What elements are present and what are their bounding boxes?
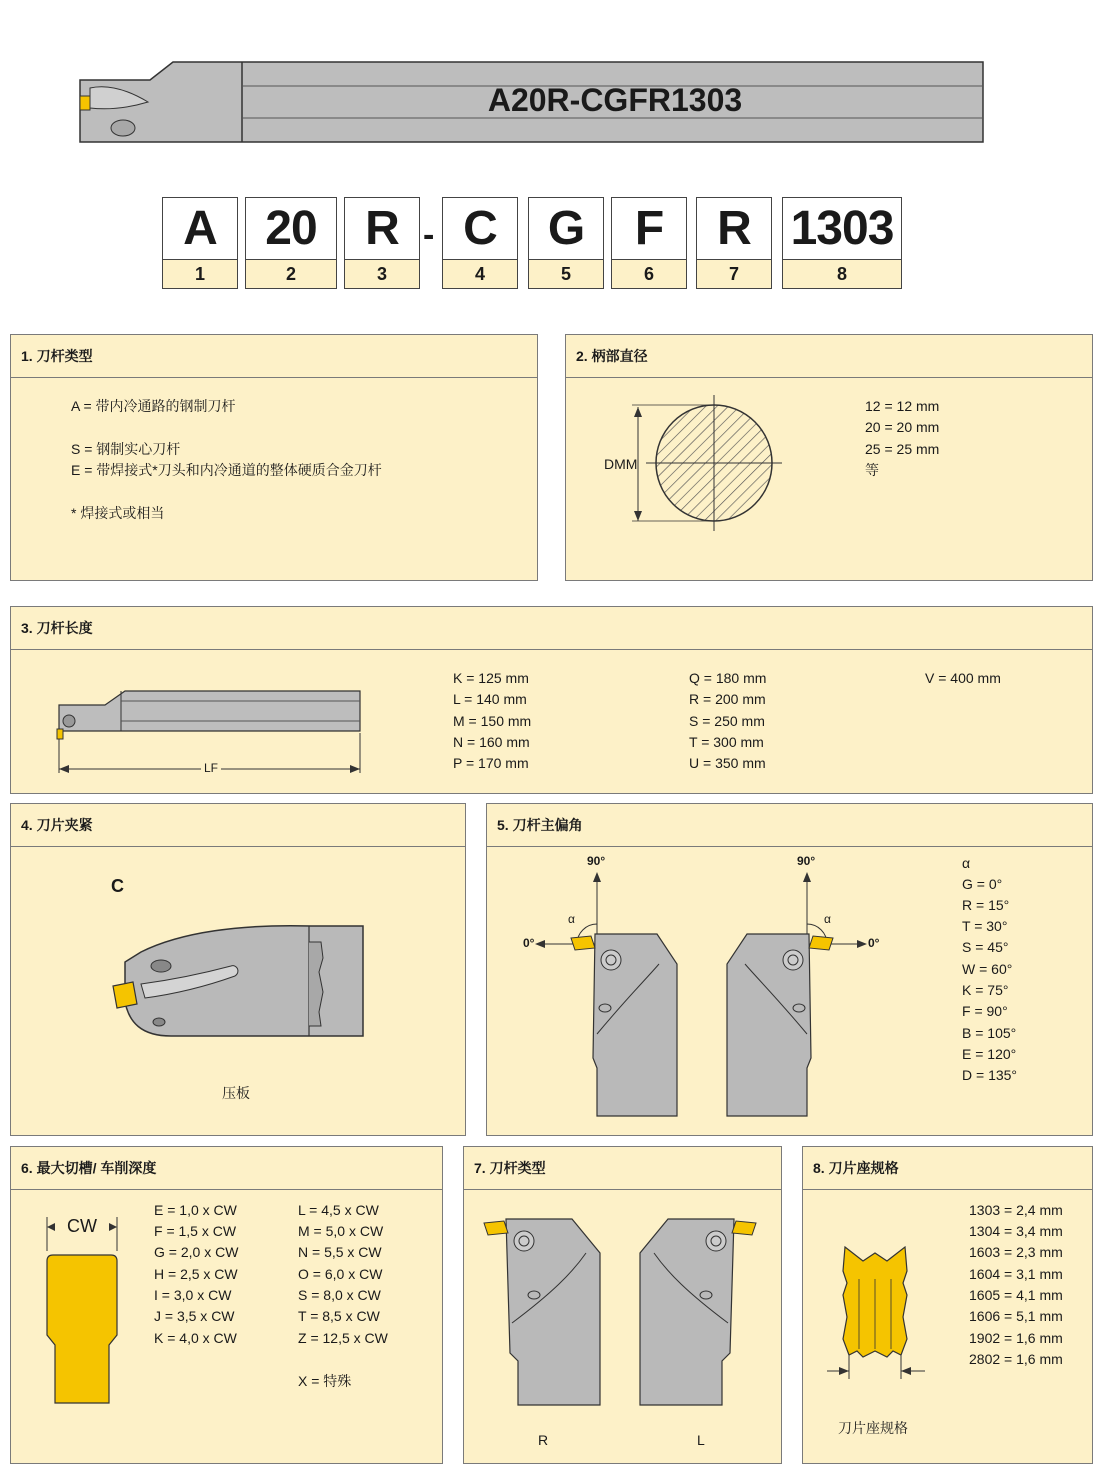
panel-title: 3. 刀杆长度 (11, 607, 1092, 650)
angle-line: R = 15° (962, 897, 1010, 913)
code-letter: A (163, 198, 237, 260)
seat-line: 1605 = 4,1 mm (969, 1287, 1063, 1303)
code-letter: G (529, 198, 603, 260)
code-letter: R (345, 198, 419, 260)
dmm-label: DMM (604, 456, 638, 472)
code-letter: R (697, 198, 771, 260)
depth-line: I = 3,0 x CW (154, 1287, 232, 1303)
depth-line: K = 4,0 x CW (154, 1330, 237, 1346)
length-line: M = 150 mm (453, 713, 532, 729)
depth-line: H = 2,5 x CW (154, 1266, 238, 1282)
length-line: T = 300 mm (689, 734, 764, 750)
angle-line: S = 45° (962, 939, 1009, 955)
depth-line: X = 特殊 (298, 1373, 352, 1389)
seat-line: 2802 = 1,6 mm (969, 1351, 1063, 1367)
length-line: R = 200 mm (689, 691, 766, 707)
code-box-4 (442, 197, 518, 289)
code-box-6 (611, 197, 687, 289)
code-number: 3 (345, 260, 419, 288)
angle-line: W = 60° (962, 961, 1013, 977)
boring-bar-code: A20R-CGFR1303 (487, 82, 743, 118)
panel-title: 6. 最大切槽/ 车削深度 (11, 1147, 442, 1190)
angle-line: T = 30° (962, 918, 1008, 934)
panel-title: 5. 刀杆主偏角 (487, 804, 1092, 847)
diameter-line: 25 = 25 mm (865, 441, 940, 457)
code-box-3 (344, 197, 420, 289)
holder-left-hand-drawing (717, 868, 917, 1118)
length-line: P = 170 mm (453, 755, 529, 771)
seat-line: 1304 = 3,4 mm (969, 1223, 1063, 1239)
panel-holder-hand (463, 1146, 782, 1464)
code-separator: - (423, 216, 435, 254)
cw-label: CW (67, 1216, 97, 1236)
seat-line: 1606 = 5,1 mm (969, 1308, 1063, 1324)
bar-type-line: E = 带焊接式*刀头和内冷通道的整体硬质合金刀杆 (71, 462, 382, 478)
diameter-line: 12 = 12 mm (865, 398, 940, 414)
depth-line: N = 5,5 x CW (298, 1244, 382, 1260)
angle-line: B = 105° (962, 1025, 1017, 1041)
panel-max-cut-depth (10, 1146, 443, 1464)
holder-right-drawing (482, 1213, 612, 1413)
code-box-2 (245, 197, 337, 289)
clamp-caption: 压板 (222, 1085, 250, 1101)
right-hand-label: R (538, 1432, 549, 1448)
bar-type-footnote: * 焊接式或相当 (71, 505, 165, 521)
code-box-5 (528, 197, 604, 289)
angle-90-label: 90° (587, 854, 606, 868)
angle-line: G = 0° (962, 876, 1003, 892)
angle-90-label: 90° (797, 854, 816, 868)
diameter-line: 20 = 20 mm (865, 419, 940, 435)
diameter-line: 等 (865, 462, 879, 478)
angle-alpha-label: α (824, 912, 831, 926)
depth-line: L = 4,5 x CW (298, 1202, 379, 1218)
bar-type-line: A = 带内冷通路的钢制刀杆 (71, 398, 236, 414)
code-number: 4 (443, 260, 517, 288)
shank-cross-section (626, 395, 786, 535)
depth-line: O = 6,0 x CW (298, 1266, 383, 1282)
code-number: 8 (783, 260, 901, 288)
panel-bar-type (10, 334, 538, 581)
angle-0-label: 0° (868, 936, 880, 950)
seat-line: 1604 = 3,1 mm (969, 1266, 1063, 1282)
code-letter: 20 (246, 198, 336, 260)
angle-line: α (962, 855, 971, 871)
depth-line: J = 3,5 x CW (154, 1308, 235, 1324)
code-letter: C (443, 198, 517, 260)
panel-title: 4. 刀片夹紧 (11, 804, 465, 847)
angle-line: E = 120° (962, 1046, 1017, 1062)
code-number: 2 (246, 260, 336, 288)
seat-caption: 刀片座规格 (838, 1420, 908, 1436)
left-hand-label: L (697, 1432, 705, 1448)
angle-alpha-label: α (568, 912, 575, 926)
length-line: K = 125 mm (453, 670, 529, 686)
depth-line: S = 8,0 x CW (298, 1287, 381, 1303)
panel-title: 2. 柄部直径 (566, 335, 1092, 378)
holder-left-drawing (634, 1213, 764, 1413)
depth-line: T = 8,5 x CW (298, 1308, 380, 1324)
code-box-7 (696, 197, 772, 289)
seat-line: 1902 = 1,6 mm (969, 1330, 1063, 1346)
length-line: S = 250 mm (689, 713, 765, 729)
panel-title: 1. 刀杆类型 (11, 335, 537, 378)
angle-line: K = 75° (962, 982, 1009, 998)
angle-line: F = 90° (962, 1003, 1008, 1019)
angle-line: D = 135° (962, 1067, 1018, 1083)
depth-line: F = 1,5 x CW (154, 1223, 237, 1239)
panel-title: 7. 刀杆类型 (464, 1147, 781, 1190)
angle-0-label: 0° (523, 936, 535, 950)
depth-line: E = 1,0 x CW (154, 1202, 237, 1218)
code-number: 6 (612, 260, 686, 288)
seat-line: 1603 = 2,3 mm (969, 1244, 1063, 1260)
code-number: 5 (529, 260, 603, 288)
seat-line: 1303 = 2,4 mm (969, 1202, 1063, 1218)
panel-bar-length (10, 606, 1093, 794)
code-letter: F (612, 198, 686, 260)
code-box-8 (782, 197, 902, 289)
panel-insert-clamping (10, 803, 466, 1136)
panel-seat-size (802, 1146, 1093, 1464)
length-line: Q = 180 mm (689, 670, 767, 686)
panel-entering-angle (486, 803, 1093, 1136)
code-box-1 (162, 197, 238, 289)
panel-title: 8. 刀片座规格 (803, 1147, 1092, 1190)
depth-line: Z = 12,5 x CW (298, 1330, 388, 1346)
clamp-drawing (111, 922, 371, 1052)
length-line: L = 140 mm (453, 691, 527, 707)
panel-shank-diameter (565, 334, 1093, 581)
bar-type-line: S = 钢制实心刀杆 (71, 441, 181, 457)
cutting-width-drawing (45, 1217, 125, 1407)
code-number: 1 (163, 260, 237, 288)
depth-line: G = 2,0 x CW (154, 1244, 239, 1260)
length-line: N = 160 mm (453, 734, 530, 750)
code-letter: 1303 (783, 198, 901, 260)
length-line: V = 400 mm (925, 670, 1001, 686)
insert-seat-drawing (821, 1243, 931, 1383)
lf-label: LF (201, 761, 221, 775)
code-number: 7 (697, 260, 771, 288)
clamp-code: C (111, 876, 124, 896)
depth-line: M = 5,0 x CW (298, 1223, 384, 1239)
length-line: U = 350 mm (689, 755, 766, 771)
